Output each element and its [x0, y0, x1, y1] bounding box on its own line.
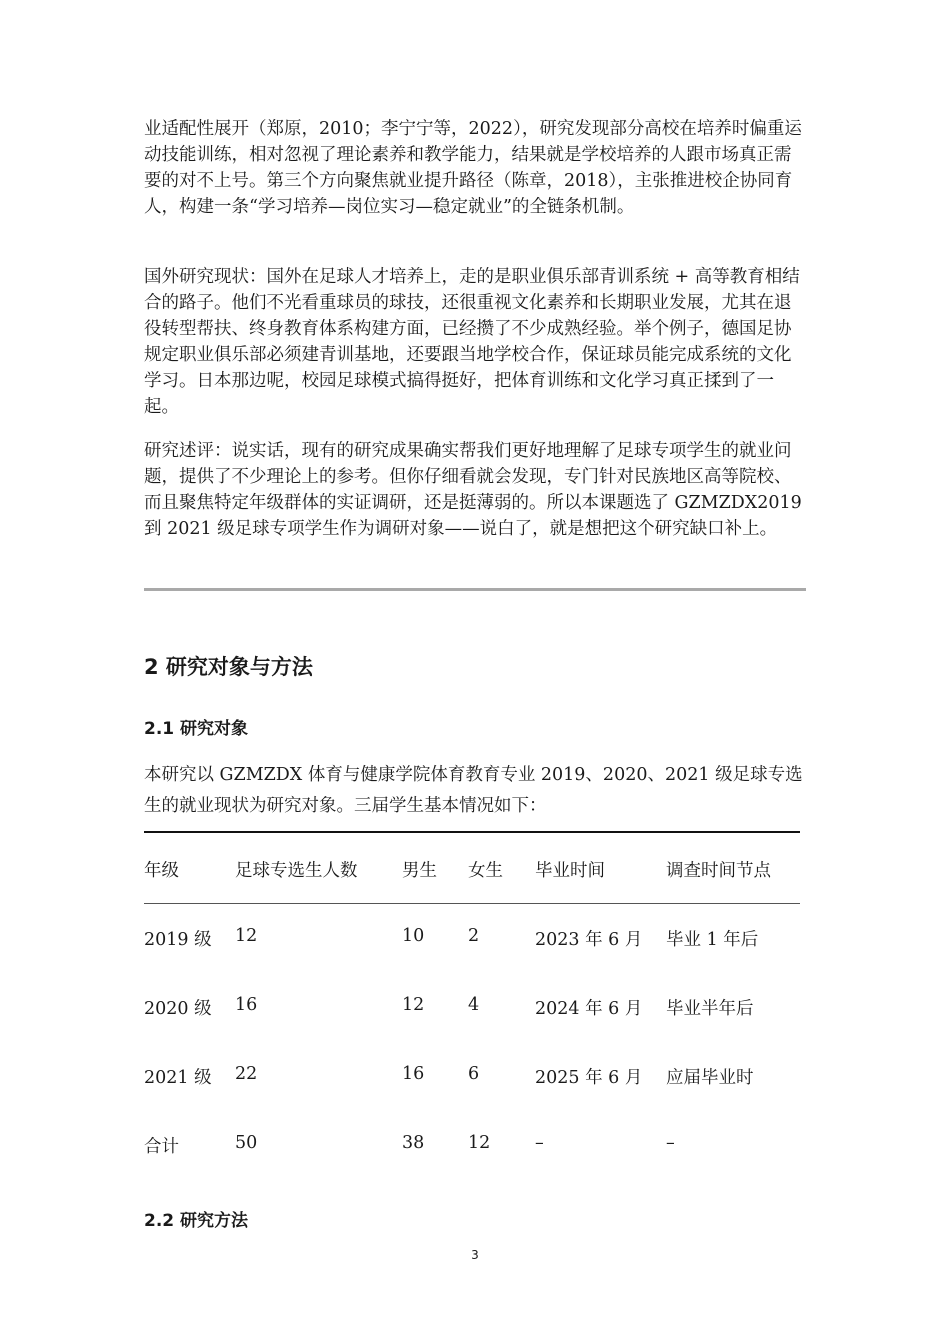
table-cell: 50 [235, 1133, 258, 1153]
table-top-rule [144, 831, 800, 833]
section-heading: 2 研究对象与方法 [144, 655, 313, 679]
table-cell: 4 [468, 995, 480, 1015]
table-cell: 毕业半年后 [666, 999, 754, 1019]
table-header-cell: 男生 [402, 861, 437, 881]
table-header-cell: 年级 [144, 861, 179, 881]
page-number: 3 [471, 1248, 479, 1262]
paragraph-foreign-research: 国外研究现状：国外在足球人才培养上，走的是职业俱乐部青训系统 + 高等教育相结合的路子。他们不光看重球员的球技，还很重视文化素养和长期职业发展，尤其在退役转型帮扶、终身教育体系构建方面，已经攒了不少成熟经验。举个例子，德国足协规定职业俱乐部必须建青训基地，还要跟当地学校合作，保证球员能完成系统的文化学习。日本那边呢，校园足球模式搞得挺好，把体育训练和文化学习真正揉到了一起。 [144, 267, 800, 417]
table-cell: – [666, 1133, 675, 1153]
table-cell: – [535, 1133, 544, 1153]
table-header-rule [144, 903, 800, 904]
table-cell: 2021 级 [144, 1068, 212, 1088]
table-cell: 6 [468, 1064, 480, 1084]
subsection-heading-methods: 2.2 研究方法 [144, 1211, 249, 1231]
table-header-cell: 女生 [468, 861, 503, 881]
intro-paragraph: 本研究以 GZMZDX 体育与健康学院体育教育专业 2019、2020、2021 级足球专选生的就业现状为研究对象。三届学生基本情况如下： [144, 765, 803, 816]
table-cell: 2020 级 [144, 999, 212, 1019]
table-cell: 38 [402, 1133, 425, 1153]
table-cell: 16 [235, 995, 258, 1015]
table-cell: 合计 [144, 1137, 179, 1157]
paragraph-domestic-research: 业适配性展开（郑原，2010；李宁宁等，2022），研究发现部分高校在培养时偏重运动技能训练，相对忽视了理论素养和教学能力，结果就是学校培养的人跟市场真正需要的对不上号。第三个方向聚焦就业提升路径（陈章，2018），主张推进校企协同育人，构建一条“学习培养—岗位实习—稳定就业”的全链条机制。 [144, 119, 802, 217]
table-cell: 2019 级 [144, 930, 212, 950]
table-cell: 2025 年 6 月 [535, 1068, 643, 1088]
table-cell: 2 [468, 926, 480, 946]
table-header-cell: 足球专选生人数 [235, 861, 358, 881]
table-cell: 2023 年 6 月 [535, 930, 643, 950]
table-cell: 10 [402, 926, 425, 946]
section-divider [144, 588, 806, 591]
table-cell: 2024 年 6 月 [535, 999, 643, 1019]
table-header-cell: 调查时间节点 [666, 861, 771, 881]
subsection-heading-objects: 2.1 研究对象 [144, 719, 249, 739]
table-header-cell: 毕业时间 [535, 861, 605, 881]
table-cell: 12 [402, 995, 425, 1015]
table-cell: 22 [235, 1064, 258, 1084]
paragraph-research-review: 研究述评：说实话，现有的研究成果确实帮我们更好地理解了足球专项学生的就业问题，提供了不少理论上的参考。但你仔细看就会发现，专门针对民族地区高等院校、而且聚焦特定年级群体的实证调研，还是挺薄弱的。所以本课题选了 GZMZDX2019 到 2021 级足球专项学生作为调研对象——说白了，就是想把这个研究缺口补上。 [144, 441, 802, 539]
table-cell: 毕业 1 年后 [666, 930, 759, 950]
table-cell: 12 [235, 926, 258, 946]
table-cell: 应届毕业时 [666, 1068, 754, 1088]
table-cell: 16 [402, 1064, 425, 1084]
table-cell: 12 [468, 1133, 491, 1153]
